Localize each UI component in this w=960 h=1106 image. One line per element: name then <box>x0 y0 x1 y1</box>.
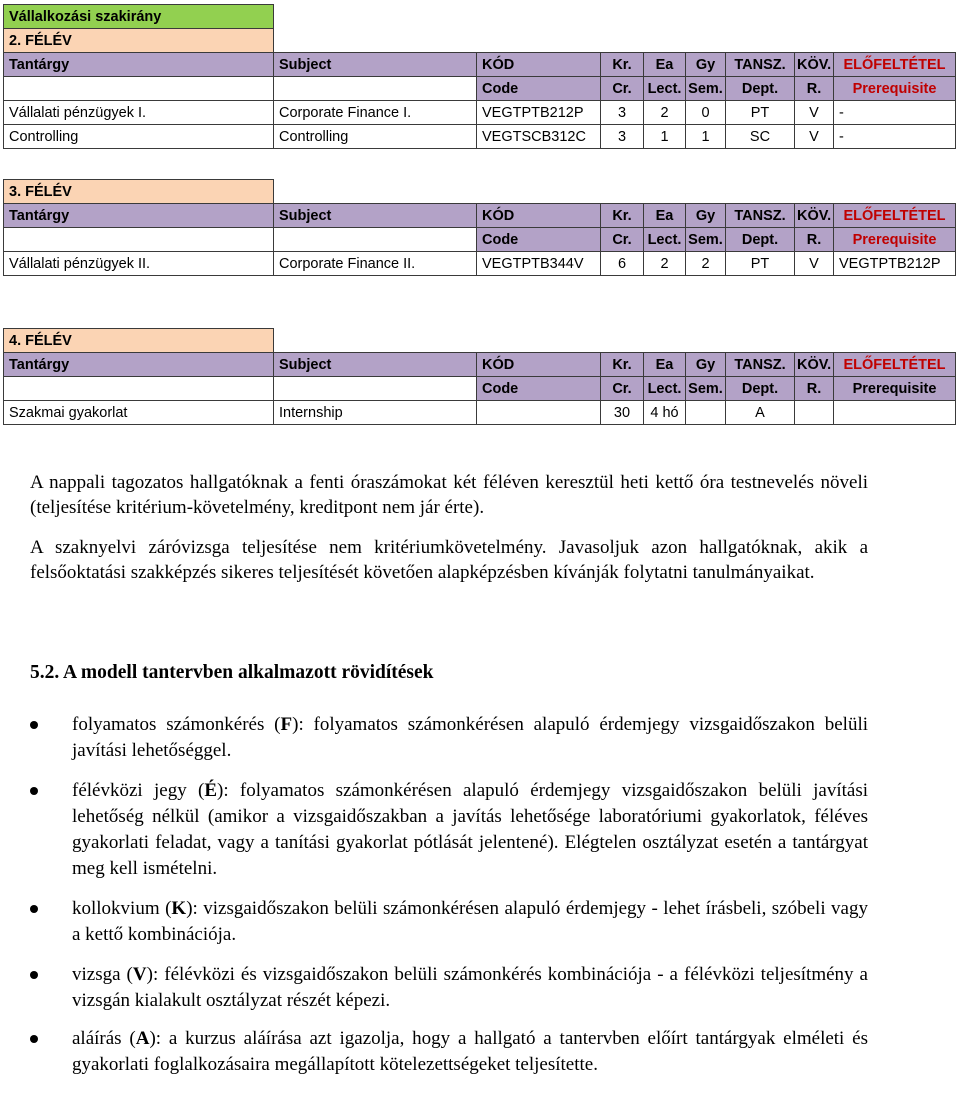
semester-4-table <box>3 328 956 425</box>
list-item: kollokvium (K): vizsgaidőszakon belüli számonkérésen alapuló érdemjegy - lehet írásbeli, szóbeli vagy a kettő kombinációja. <box>30 896 868 948</box>
col-kod: KÓD <box>477 53 601 77</box>
semester-label: 3. FÉLÉV <box>4 180 274 204</box>
col-gy: Gy <box>686 53 726 77</box>
bullet-icon <box>30 1035 38 1043</box>
col-prerequisite: Prerequisite <box>834 77 956 101</box>
col-ea: Ea <box>644 53 686 77</box>
semester-label-row <box>4 29 956 53</box>
program-title: Vállalkozási szakirány <box>4 5 274 29</box>
col-kov: KÖV. <box>795 53 834 77</box>
table-row: Szakmai gyakorlat Internship 30 4 hó A <box>4 401 956 425</box>
col-code: Code <box>477 77 601 101</box>
header-row-en: Code Cr. Lect. Sem. Dept. R. Prerequisite <box>4 377 956 401</box>
col-tantargy: Tantárgy <box>4 53 274 77</box>
header-row-en: Code Cr. Lect. Sem. Dept. R. Prerequisite <box>4 228 956 252</box>
col-kr: Kr. <box>601 53 644 77</box>
table-row: Vállalati pénzügyek I. Corporate Finance I. VEGTPTB212P 3 2 0 PT V - <box>4 101 956 125</box>
col-sem: Sem. <box>686 77 726 101</box>
program-title-row <box>4 5 956 29</box>
col-lect: Lect. <box>644 77 686 101</box>
header-row-hu <box>4 53 956 77</box>
bullet-icon <box>30 905 38 913</box>
list-item: félévközi jegy (É): folyamatos számonkérésen alapuló érdemjegy vizsgaidőszakon belüli javítási lehetőség nélkül (amikor a vizsgaidőszakban a javítás lehetősége laboratóriumi gyakorlatok, féléves gyakorlati feladat, vagy a tanítási gyakorlat pótlását jelentené). Elégtelen osztályzat esetén a tantárgyat meg kell ismételni. <box>30 778 868 882</box>
semester-2-table <box>3 4 956 149</box>
col-elofeltetel: ELŐFELTÉTEL <box>834 53 956 77</box>
semester-label-row <box>4 329 956 353</box>
semester-label-row <box>4 180 956 204</box>
list-item: vizsga (V): félévközi és vizsgaidőszakon belüli számonkérés kombinációja - a félévközi teljesítmény a vizsgán kialakult osztályzat részét képezi. <box>30 962 868 1014</box>
section-heading: 5.2. A modell tantervben alkalmazott rövidítések <box>30 662 434 683</box>
col-cr: Cr. <box>601 77 644 101</box>
header-row-en <box>4 77 956 101</box>
list-item: aláírás (A): a kurzus aláírása azt igazolja, hogy a hallgató a tantervben előírt tantárgyak elméleti és gyakorlati foglalkozásaira megállapított kötelezettségeket teljesítette. <box>30 1026 868 1078</box>
col-tansz: TANSZ. <box>726 53 795 77</box>
col-r: R. <box>795 77 834 101</box>
header-row-hu: Tantárgy Subject KÓD Kr. Ea Gy TANSZ. KÖV. ELŐFELTÉTEL <box>4 204 956 228</box>
bullet-icon <box>30 721 38 729</box>
semester-label: 4. FÉLÉV <box>4 329 274 353</box>
bullet-icon <box>30 787 38 795</box>
table-row: Vállalati pénzügyek II. Corporate Finance II. VEGTPTB344V 6 2 2 PT V VEGTPTB212P <box>4 252 956 276</box>
bullet-icon <box>30 971 38 979</box>
list-item: folyamatos számonkérés (F): folyamatos számonkérésen alapuló érdemjegy vizsgaidőszakon belüli javítási lehetőséggel. <box>30 712 868 764</box>
table-row: Controlling Controlling VEGTSCB312C 3 1 1 SC V - <box>4 125 956 149</box>
note-paragraph-2: A szaknyelvi záróvizsga teljesítése nem kritériumkövetelmény. Javasoljuk azon hallgatóknak, akik a felsőoktatási szakképzés sikeres teljesítését követően alapképzésben kívánják folytatni tanulmányaikat. <box>30 537 868 583</box>
semester-3-table <box>3 179 956 276</box>
col-subject: Subject <box>274 53 477 77</box>
header-row-hu: Tantárgy Subject KÓD Kr. Ea Gy TANSZ. KÖV. ELŐFELTÉTEL <box>4 353 956 377</box>
col-dept: Dept. <box>726 77 795 101</box>
note-paragraph-1: A nappali tagozatos hallgatóknak a fenti óraszámokat két féléven keresztül heti kettő óra testnevelés növeli (teljesítése kritérium-követelmény, kreditpont nem jár érte). <box>30 472 868 518</box>
semester-label: 2. FÉLÉV <box>4 29 274 53</box>
